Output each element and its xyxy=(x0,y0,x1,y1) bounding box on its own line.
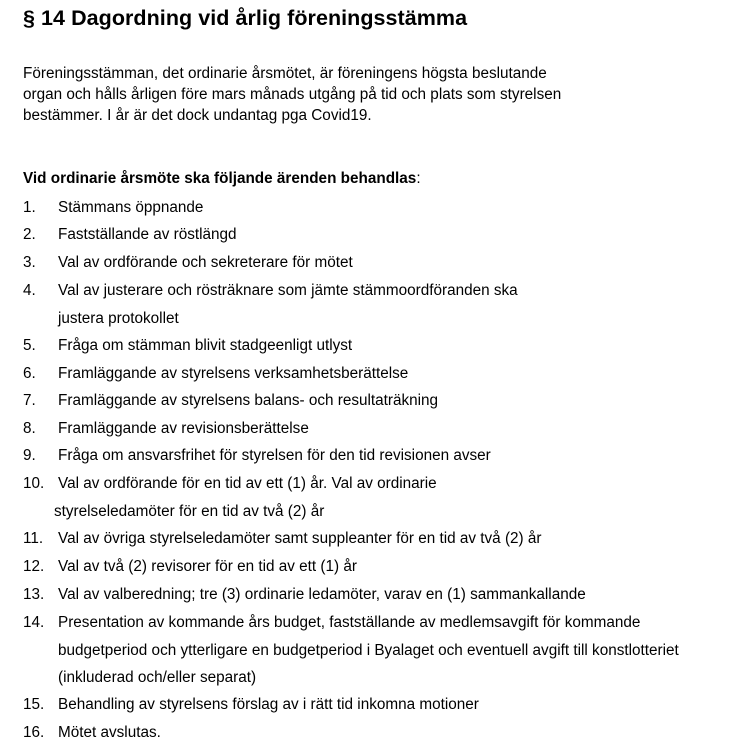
agenda-heading-bold: Vid ordinarie årsmöte ska följande ärenden behandlas xyxy=(23,170,417,187)
agenda-item-text: Fråga om ansvarsfrihet för styrelsen för den tid revisionen avser xyxy=(58,447,491,464)
agenda-item-text: Framläggande av revisionsberättelse xyxy=(58,420,309,437)
intro-line: organ och hålls årligen före mars månads utgång på tid och plats som styrelsen xyxy=(23,86,562,103)
intro-line: Föreningsstämman, det ordinarie årsmötet, är föreningens högsta beslutande xyxy=(23,65,547,82)
agenda-item-text: Val av ordförande och sekreterare för mötet xyxy=(58,254,353,271)
agenda-item-text: Framläggande av styrelsens verksamhetsberättelse xyxy=(58,365,409,382)
section-heading: § 14 Dagordning vid årlig föreningsstämma xyxy=(23,6,468,30)
agenda-item-continuation: (inkluderad och/eller separat) xyxy=(58,669,257,686)
agenda-item-text: Val av övriga styrelseledamöter samt suppleanter för en tid av två (2) år xyxy=(58,530,542,547)
agenda-item-number: 4. xyxy=(23,282,36,299)
agenda-item-text: Val av två (2) revisorer för en tid av ett (1) år xyxy=(58,558,357,575)
agenda-item-number: 8. xyxy=(23,420,36,437)
agenda-item-number: 6. xyxy=(23,365,36,382)
agenda-item-text: Mötet avslutas. xyxy=(58,724,161,741)
agenda-item-number: 1. xyxy=(23,199,36,216)
agenda-item-number: 11. xyxy=(23,530,44,547)
agenda-heading-suffix: : xyxy=(416,170,421,187)
agenda-item-number: 10. xyxy=(23,475,45,492)
agenda-item-continuation: budgetperiod och ytterligare en budgetperiod i Byalaget och eventuell avgift till konstlotteriet xyxy=(58,641,679,659)
agenda-item-continuation: styrelseledamöter för en tid av två (2) år xyxy=(54,502,325,520)
agenda-item-text: Fastställande av röstlängd xyxy=(58,226,237,243)
agenda-item-number: 2. xyxy=(23,226,36,243)
agenda-item-number: 13. xyxy=(23,586,45,603)
agenda-item-text: Fråga om stämman blivit stadgeenligt utlyst xyxy=(58,337,353,354)
intro-line: bestämmer. I år är det dock undantag pga Covid19. xyxy=(23,107,372,124)
agenda-item-text: Presentation av kommande års budget, fastställande av medlemsavgift för kommande xyxy=(58,614,641,631)
agenda-item-text: Val av valberedning; tre (3) ordinarie ledamöter, varav en (1) sammankallande xyxy=(58,586,586,603)
agenda-item-text: Val av justerare och rösträknare som jämte stämmoordföranden ska xyxy=(58,282,518,299)
agenda-item-text: Framläggande av styrelsens balans- och resultaträkning xyxy=(58,392,439,409)
agenda-item-number: 12. xyxy=(23,558,45,575)
agenda-item-number: 16. xyxy=(23,724,45,741)
agenda-item-number: 7. xyxy=(23,392,36,409)
agenda-item-number: 5. xyxy=(23,337,36,354)
agenda-item-number: 14. xyxy=(23,614,45,631)
agenda-item-number: 9. xyxy=(23,447,36,464)
agenda-item-number: 15. xyxy=(23,696,45,713)
agenda-item-number: 3. xyxy=(23,254,36,271)
agenda-item-text: Behandling av styrelsens förslag av i rätt tid inkomna motioner xyxy=(58,696,479,713)
agenda-item-text: Stämmans öppnande xyxy=(58,199,204,216)
agenda-item-continuation: justera protokollet xyxy=(58,309,179,327)
agenda-item-text: Val av ordförande för en tid av ett (1) år. Val av ordinarie xyxy=(58,475,437,492)
